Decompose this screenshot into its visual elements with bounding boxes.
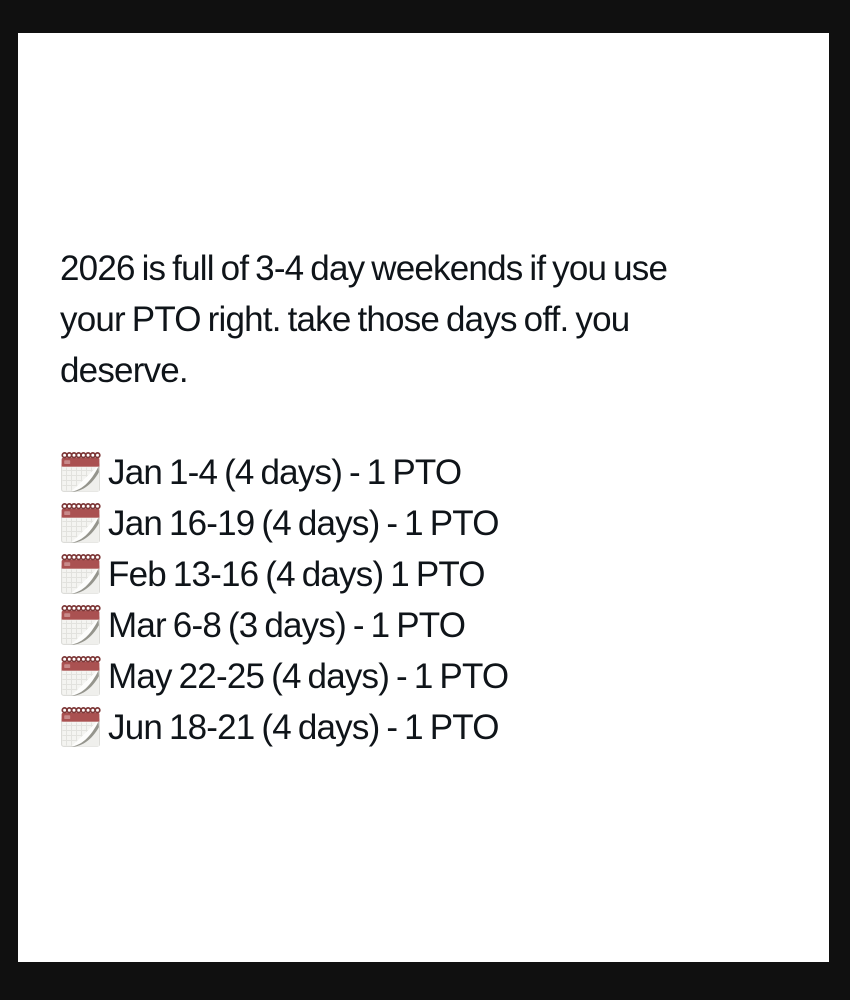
intro-line-2: your PTO right. take those days off. you: [60, 300, 630, 339]
pto-item-text: Jan 16-19 (4 days) - 1 PTO: [108, 504, 499, 543]
spiral-calendar-icon: [60, 502, 101, 544]
spiral-calendar-icon: [60, 706, 101, 748]
intro-line-1: 2026 is full of 3-4 day weekends if you use: [60, 249, 668, 288]
pto-list-item: [60, 651, 667, 702]
pto-item-text: May 22-25 (4 days) - 1 PTO: [108, 657, 509, 696]
pto-list: [60, 447, 667, 753]
pto-item-text: Mar 6-8 (3 days) - 1 PTO: [108, 606, 466, 645]
pto-list-item: [60, 498, 667, 549]
post-image-card: [18, 33, 829, 962]
blank-line: [60, 396, 667, 447]
pto-item-text: Jan 1-4 (4 days) - 1 PTO: [108, 453, 462, 492]
spiral-calendar-icon: [60, 553, 101, 595]
spiral-calendar-icon: [60, 451, 101, 493]
pto-list-item: [60, 600, 667, 651]
pto-list-item: [60, 447, 667, 498]
pto-list-item: [60, 549, 667, 600]
intro-line-3: deserve.: [60, 351, 188, 390]
intro-text: [60, 243, 667, 396]
spiral-calendar-icon: [60, 604, 101, 646]
pto-list-item: [60, 702, 667, 753]
pto-item-text: Feb 13-16 (4 days) 1 PTO: [108, 555, 485, 594]
spiral-calendar-icon: [60, 655, 101, 697]
post-content: [60, 243, 667, 753]
pto-item-text: Jun 18-21 (4 days) - 1 PTO: [108, 708, 499, 747]
